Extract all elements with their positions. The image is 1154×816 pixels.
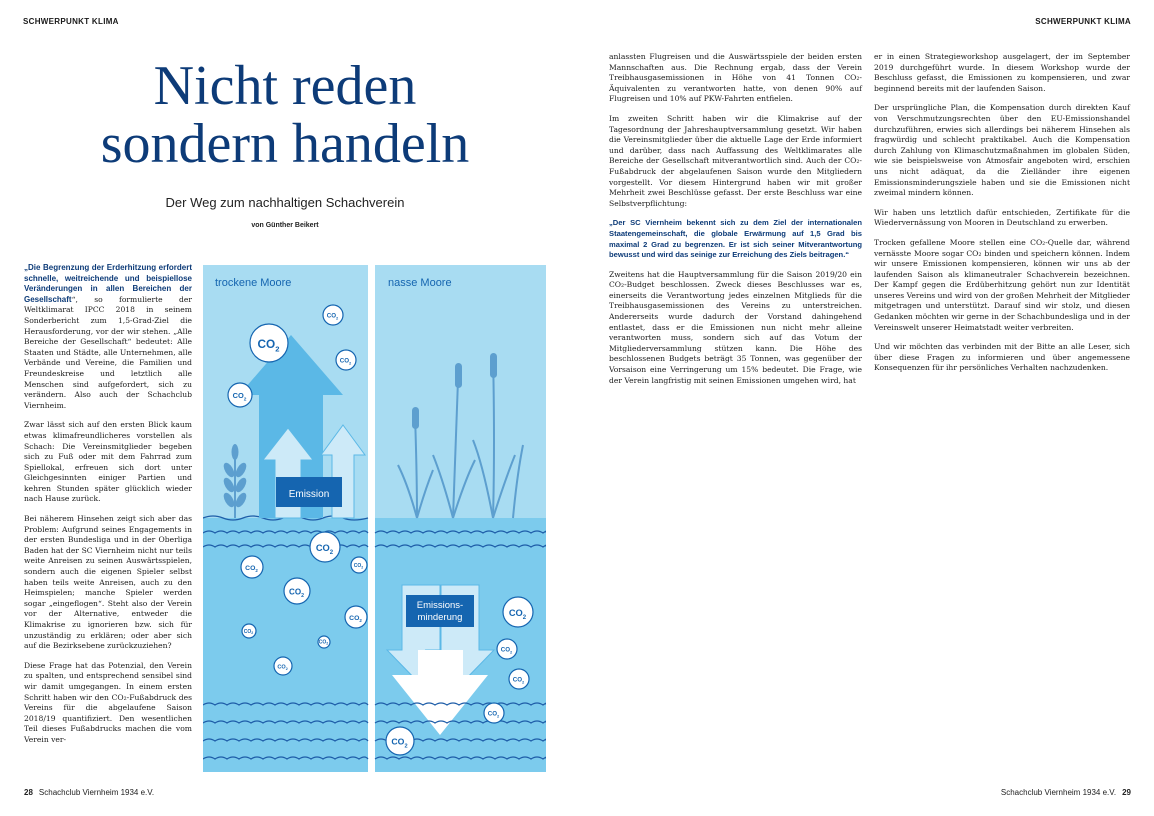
right-page [577,0,1154,816]
co2-bubble [250,324,288,362]
footer-right [1001,788,1131,797]
co2-bubble [310,532,340,562]
co2-label: $CO_2$ [391,736,408,750]
co2-label: $CO_2$ [277,664,288,672]
footer-left [24,788,154,797]
paragraph: Der ursprüngliche Plan, die Kompensation durch direkten Kauf von Verschmutzungsrechten über den EU-Emissionshandel durchzuführen, erwies sich allerdings bei näherem Hinsehen als fragwürdig und schlecht praktikabel. Auch die Kompensation durch Zahlung von Klimaschutzmaßnahmen im globalen Süden, wie sie beispielsweise von Atmosfair angeboten wird, erschien uns nicht adäquat, da die Zielländer ihre eigenen Emissionsminderungsziele haben und sie die Emissionen nicht zweimal mindern können. [874,103,1130,198]
ipcc-quote: „Die Begrenzung der Erderhitzung erfordert schnelle, weitreichende und beispiellose Veränderungen in allen Bereichen der Gesellschaft [24,263,192,304]
paragraph: anlassten Flugreisen und die Auswärtsspiele der beiden ersten Mannschaften aus. Die Rechnung ergab, dass der Verein Treibhausgasemissionen in Höhe von 41 Tonnen CO₂-Äquivalenten zu verantworten hatte, von denen 90% auf Flugreisen und 10% auf PKW-Fahrten entfielen. [609,52,862,104]
co2-bubble [336,350,356,370]
co2-label: $CO_2$ [512,676,525,685]
title-line-2: sondern handeln [100,113,470,175]
paragraph: Zweitens hat die Hauptversammlung für die Saison 2019/20 ein CO₂-Budget beschlossen. Zweck dieses Beschlusses war es, einerseits die Verantwortung jedes einzelnen Mitglieds für die Treibhausgasemissionen des Vereins zu unterstreichen. Andererseits wurde dadurch der Vorstand dahingehend entlastet, dass er die Emissionen nun nicht mehr alleine verantworten muss, sondern sich auf das Votum der Mitgliederversammlung stützen kann. Die Höhe des beschlossenen Budgets beträgt 35 Tonnen, was gegenüber der Vorsaison eine Verringerung um 15% bedeutet. Die Frage, wie der Verein langfristig mit seinen Emissionen umgehen wird, hat [609,269,862,385]
co2-label: $CO_2$ [508,607,527,621]
emission-label: Emission [288,489,330,500]
section-label: SCHWERPUNKT KLIMA [23,17,119,26]
co2-bubble [318,636,330,648]
co2-bubble [284,578,310,604]
co2-bubble [497,639,517,659]
panel-label-dry: trockene Moore [215,277,292,289]
co2-bubble [274,657,292,675]
co2-label: $CO_2$ [315,542,334,556]
text-column-right [874,52,1130,383]
co2-label: $CO_2$ [289,587,304,599]
co2-label: $CO_2$ [339,357,352,366]
co2-label: $CO_2$ [326,312,339,321]
co2-bubble [345,606,367,628]
paragraph [24,263,192,411]
paragraph: Und wir möchten das verbinden mit der Bitte an alle Leser, sich über diese Fragen zu informieren und über angemessene Konsequenzen für ihr persönliches Verhalten nachzudenken. [874,342,1130,373]
text-column-left [24,263,192,755]
paragraph: Bei näherem Hinsehen zeigt sich aber das Problem: Aufgrund seines Engagements in der ersten Bundesliga und in der Oberliga Baden hat der SC Viernheim nicht nur teils weite Anreisen zu seinen Auswärtsspielen, sondern auch die eigenen Spieler selbst haben teils weite Anreisen, auch zu den Heimspielen; manche Spieler werden sogar „eingeflogen“. Steht also der Verein vor der Alternative, entweder die Klimakrise zu ignorieren bzw. sich für unzuständig zu erklären; oder aber sich auf die Bezirksebene zurückzuziehen? [24,514,192,651]
reduction-label-line2: minderung [417,612,463,623]
co2-bubble [323,305,343,325]
dry-water [203,518,368,772]
co2-bubble [484,703,504,723]
page-number: 28 [24,788,33,797]
co2-bubble [503,597,533,627]
title-line-1: Nicht reden [153,55,417,117]
co2-label: $CO_2$ [500,646,513,655]
co2-bubble [351,557,367,573]
co2-label: $CO_2$ [353,563,364,570]
paragraph: Zwar lässt sich auf den ersten Blick kaum etwas klimafreundlicheres vorstellen als Schach: Die Vereinsmitglieder begeben sich zu Fuß oder mit dem Fahrrad zum Spiellokal, erfreuen sich dort unter Gleichgesinnten einiger Partien und kehren Stunden später glücklich wieder nach Hause zurück. [24,420,192,504]
co2-label: $CO_2$ [232,391,247,403]
footer-publisher: Schachclub Viernheim 1934 e.V. [1000,788,1117,797]
page-title [60,57,510,173]
co2-bubble [242,624,256,638]
co2-bubble [228,383,252,407]
paragraph: Wir haben uns letztlich dafür entschieden, Zertifikate für die Wiedervernässung von Mooren in Deutschland zu erwerben. [874,207,1130,228]
text-column-middle [609,52,862,395]
author-byline: von Günther Beikert [251,222,319,229]
co2-label: $CO_2$ [245,564,258,573]
paragraph: Im zweiten Schritt haben wir die Klimakrise auf der Tagesordnung der Jahreshauptversammlung gesetzt. Wir haben die Vereinsmitglieder über die aktuelle Lage der Erde informiert und darüber, dass nach Auffassung des Weltklimarates alle Bereiche der Gesellschaft mitverantwortlich sind. Auch der CO₂-Fußabdruck der abgelaufenen Saison wurde den Mitgliedern vorgestellt. Vor diesem Hintergrund haben wir mit großer Mehrheit zwei Beschlüsse gefasst. Der erste Beschluss war eine Selbstverpflichtung: [609,113,862,208]
paragraph-text: “, so formulierte der Weltklimarat IPCC 2018 in seinem Sonderbericht zum 1,5-Grad-Ziel die Herausforderung, vor der wir stehen. „Alle Bereiche der Gesellschaft“ bedeutet: Alle Staaten und Städte, alle Unternehmen, alle Verbände und Vereine, die Familien und Freundeskreise und letztlich alle Menschen sind aufgefordert, sich zu verändern. Also auch der Schachclub Viernheim. [24,294,192,410]
paragraph: Trocken gefallene Moore stellen eine CO₂-Quelle dar, während vernässte Moore sogar CO₂ binden und speichern können. Indem wir unsere Emissionen kompensieren, können wir uns ab der laufenden Saison als klimaneutraler Schachverein bezeichnen. Der Kampf gegen die Erdüberhitzung gehört nun zur Identität unseres Vereins und wird von der großen Mehrheit der Mitglieder mitgetragen und unterstützt. Darauf sind wir stolz, und diesen Gedanken möchten wir gerne in der Schachbundesliga und in der Vereinswelt unserer Heimatstadt weiter verbreiten. [874,237,1130,332]
footer-publisher: Schachclub Viernheim 1934 e.V. [38,788,155,797]
co2-label: $CO_2$ [487,710,500,719]
co2-label: $CO_2$ [257,337,280,354]
resolution-quote: „Der SC Viernheim bekennt sich zu dem Ziel der internationalen Staatengemeinschaft, die globale Erwärmung auf 1,5 Grad bis maximal 2 Grad zu begrenzen. Er ist sich seiner Mitverantwortung bewusst und wird das seinige zur Erreichung des Ziels beitragen.“ [609,218,862,260]
moor-illustration [203,265,546,772]
co2-bubble [509,669,529,689]
co2-bubble [386,727,414,755]
page-number: 29 [1122,788,1131,797]
subtitle: Der Weg zum nachhaltigen Schachverein [165,195,405,210]
paragraph: Diese Frage hat das Potenzial, den Verein zu spalten, und entsprechend sensibel sind wir damit umgegangen. In einem ersten Schritt haben wir den CO₂-Fußabdruck des Vereins für die abgelaufene Saison 2018/19 quantifiziert. Den wesentlichen Teil dieses Fußabdrucks machen die vom Verein ver- [24,660,192,744]
co2-label: $CO_2$ [349,614,362,623]
panel-label-wet: nasse Moore [388,277,452,289]
reduction-label-line1: Emissions- [416,600,464,611]
co2-bubble [241,556,263,578]
co2-label: $CO_2$ [243,628,254,636]
paragraph: er in einen Strategieworkshop ausgelagert, der im September 2019 durchgeführt wurde. In diesem Workshop wurde der Beschluss gefasst, die Emissionen zu kompensieren, und zwar beginnend bereits mit der laufenden Saison. [874,52,1130,93]
section-label: SCHWERPUNKT KLIMA [1035,17,1131,26]
co2-label: $CO_2$ [318,639,329,646]
wet-moor-panel [375,265,546,772]
